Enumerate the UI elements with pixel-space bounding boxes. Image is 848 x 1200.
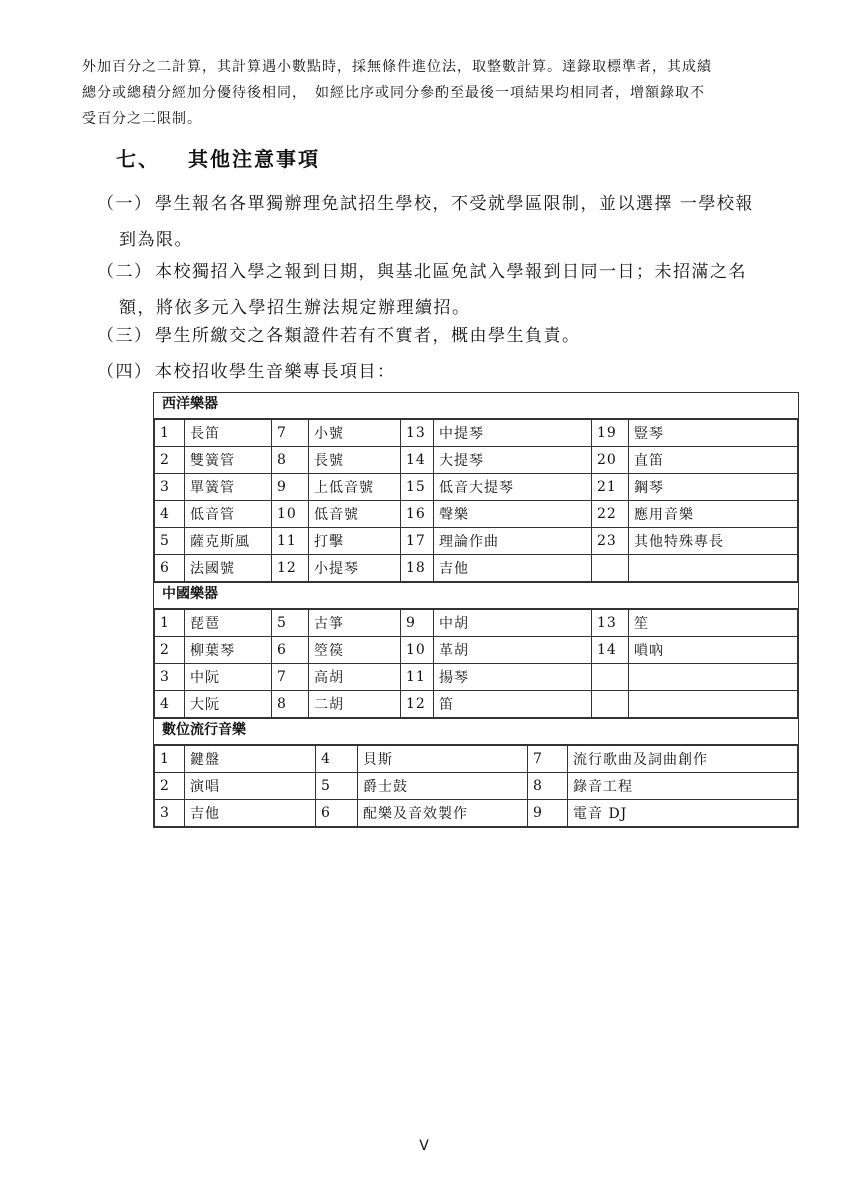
instrument-cell: 法國號 [185,555,272,582]
item-number-cell: 1 [155,610,185,637]
instrument-cell: 理論作曲 [434,528,592,555]
item-number-cell: 4 [155,691,185,718]
item-number-cell: 1 [155,420,185,447]
item-number-cell: 7 [528,746,568,773]
instrument-cell: 古箏 [309,610,401,637]
item-number-cell: 17 [401,528,434,555]
instrument-cell: 二胡 [309,691,401,718]
intro-line: 總分或總積分經加分優待後相同， 如經比序或同分參酌至最後一項結果均相同者，增額錄取不 [82,85,705,101]
instrument-cell: 吉他 [434,555,592,582]
note-text: 本校招收學生音樂專長項目： [155,362,396,382]
instrument-cell: 中提琴 [434,420,592,447]
western-header: 西洋樂器 [154,393,798,419]
instrument-cell: 貝斯 [358,746,528,773]
item-number-cell: 7 [272,420,309,447]
instrument-cell: 高胡 [309,664,401,691]
instrument-cell: 笛 [434,691,592,718]
table-row [155,610,798,637]
instrument-cell: 長號 [309,447,401,474]
item-number-cell: 5 [316,773,358,800]
table-row [155,773,798,800]
item-number-cell: 9 [401,610,434,637]
note-item-3 [97,318,807,354]
intro-line: 外加百分之二計算，其計算遇小數點時，採無條件進位法，取整數計算。達錄取標準者，其成績 [82,59,712,75]
item-number-cell: 2 [155,773,185,800]
instrument-cell: 單簧管 [185,474,272,501]
table-row [155,420,798,447]
item-number-cell: 13 [592,610,629,637]
instrument-cell: 揚琴 [434,664,592,691]
section-title: 其他注意事項 [188,147,320,171]
instrument-cell: 吉他 [185,800,316,827]
instrument-cell: 應用音樂 [629,501,798,528]
instrument-cell: 中胡 [434,610,592,637]
western-table [154,419,798,582]
note-item-4 [97,354,807,390]
instrument-cell: 演唱 [185,773,316,800]
instrument-cell: 大阮 [185,691,272,718]
item-number-cell: 2 [155,637,185,664]
table-row [155,501,798,528]
note-text-cont: 額，將依多元入學招生辦法規定辦理續招。 [119,298,471,318]
instrument-cell: 革胡 [434,637,592,664]
item-number-cell: 22 [592,501,629,528]
item-number-cell: 1 [155,746,185,773]
instrument-cell: 錄音工程 [568,773,798,800]
item-number-cell: 8 [272,691,309,718]
item-number-cell: 13 [401,420,434,447]
instrument-cell: 琵琶 [185,610,272,637]
section-number: 七、 [116,147,160,171]
instrument-cell: 聲樂 [434,501,592,528]
item-number-cell: 6 [316,800,358,827]
note-text: 學生所繳交之各類證件若有不實者，概由學生負責。 [155,326,581,346]
item-number-cell: 11 [401,664,434,691]
item-number-cell: 15 [401,474,434,501]
instrument-cell: 爵士鼓 [358,773,528,800]
instrument-cell: 電音 DJ [568,800,798,827]
table-row [155,474,798,501]
item-number-cell: 12 [401,691,434,718]
item-number-cell: 2 [155,447,185,474]
instrument-cell: 低音大提琴 [434,474,592,501]
chinese-table [154,609,798,718]
instrument-cell: 小號 [309,420,401,447]
instrument-cell: 打擊 [309,528,401,555]
instrument-cell: 低音管 [185,501,272,528]
instrument-cell: 直笛 [629,447,798,474]
note-label: （二） [97,262,153,282]
item-number-cell: 3 [155,474,185,501]
instrument-cell: 長笛 [185,420,272,447]
table-row [155,528,798,555]
item-number-cell [592,691,629,718]
item-number-cell: 19 [592,420,629,447]
item-number-cell: 8 [272,447,309,474]
item-number-cell: 6 [155,555,185,582]
item-number-cell: 16 [401,501,434,528]
item-number-cell: 14 [401,447,434,474]
table-row [155,637,798,664]
item-number-cell: 11 [272,528,309,555]
item-number-cell: 8 [528,773,568,800]
item-number-cell [592,555,629,582]
item-number-cell: 5 [272,610,309,637]
table-row [155,664,798,691]
instrument-cell: 薩克斯風 [185,528,272,555]
note-text: 本校獨招入學之報到日期，與基北區免試入學報到日同一日；未招滿之名 [155,262,747,282]
instrument-cell: 柳葉琴 [185,637,272,664]
music-specialty-table [153,392,799,828]
item-number-cell: 4 [316,746,358,773]
item-number-cell: 10 [272,501,309,528]
intro-line: 受百分之二限制。 [82,111,202,127]
instrument-cell: 小提琴 [309,555,401,582]
item-number-cell: 9 [528,800,568,827]
item-number-cell: 23 [592,528,629,555]
item-number-cell: 18 [401,555,434,582]
item-number-cell: 14 [592,637,629,664]
table-row [155,746,798,773]
instrument-cell: 其他特殊專長 [629,528,798,555]
item-number-cell: 3 [155,800,185,827]
instrument-cell: 雙簧管 [185,447,272,474]
instrument-cell: 豎琴 [629,420,798,447]
instrument-cell: 鍵盤 [185,746,316,773]
item-number-cell: 6 [272,637,309,664]
item-number-cell: 9 [272,474,309,501]
item-number-cell: 7 [272,664,309,691]
digital-table [154,745,798,827]
note-text: 學生報名各單獨辦理免試招生學校，不受就學區限制，並以選擇 一學校報 [155,194,754,214]
instrument-cell [629,555,798,582]
section-heading [116,143,320,172]
item-number-cell: 20 [592,447,629,474]
instrument-cell: 上低音號 [309,474,401,501]
note-label: （三） [97,326,153,346]
instrument-cell [629,664,798,691]
instrument-cell: 鋼琴 [629,474,798,501]
table-row [155,691,798,718]
instrument-cell: 嗩吶 [629,637,798,664]
note-item-1 [97,186,807,258]
instrument-cell: 大提琴 [434,447,592,474]
instrument-cell: 笙 [629,610,798,637]
instrument-cell: 流行歌曲及詞曲創作 [568,746,798,773]
note-text-cont: 到為限。 [119,230,193,250]
note-item-2 [97,254,807,326]
item-number-cell: 4 [155,501,185,528]
instrument-cell: 箜篌 [309,637,401,664]
item-number-cell: 10 [401,637,434,664]
table-row [155,555,798,582]
note-label: （四） [97,362,153,382]
instrument-cell: 配樂及音效製作 [358,800,528,827]
table-row [155,447,798,474]
instrument-cell: 低音號 [309,501,401,528]
table-row [155,800,798,827]
digital-header: 數位流行音樂 [154,718,798,745]
item-number-cell: 12 [272,555,309,582]
note-label: （一） [97,194,153,214]
item-number-cell: 3 [155,664,185,691]
page-number: V [419,1138,429,1154]
item-number-cell: 21 [592,474,629,501]
instrument-cell: 中阮 [185,664,272,691]
intro-paragraph [82,54,802,132]
instrument-cell [629,691,798,718]
item-number-cell [592,664,629,691]
chinese-header: 中國樂器 [154,582,798,609]
item-number-cell: 5 [155,528,185,555]
